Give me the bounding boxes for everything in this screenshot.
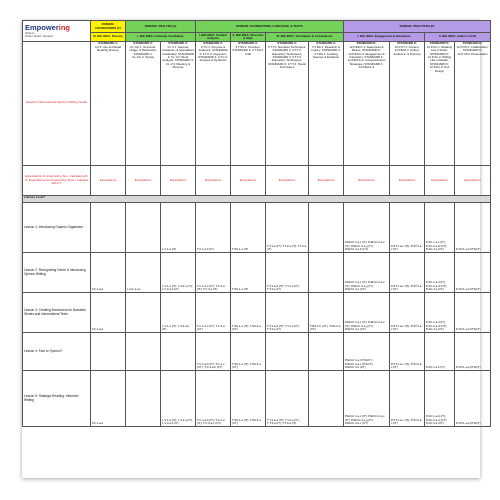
- expectations-cell: Expectations: [196, 165, 231, 195]
- standard-cell: STANDARD K: 12.P.AC.1: Reading Like a Writer; STANDARD K: 12.P.AC.2: Writing Like a Reader; STANDARD K: 12.P.AC.3: Text Design: [425, 41, 455, 165]
- standards-table: [22, 20, 491, 427]
- expectations-cell: Expectations: [309, 165, 344, 195]
- big-idea-fluency: IV. BIG IDEA: Fluency: [91, 33, 126, 42]
- table-cell: T.SS.1.a (IT): [231, 252, 266, 292]
- table-cell: T.C.1.a,b (IT); T.C.3.a (CT): [196, 292, 231, 332]
- table-cell: P.ST.1.a-c (IT); P.ST.2.a-c (IT): [390, 202, 425, 252]
- table-cell: P.ST.1.a-c (IT); P.ST.2.a-c (IT): [390, 370, 425, 426]
- standard-cell: STANDARD 3: 3.L.GC.1: Grammar, Usage, & Mechanics; STANDARD 3: 3.L.GC.2: Syntax: [126, 41, 161, 165]
- table-cell: F.F.1.a-d: [91, 292, 126, 332]
- expectations-cell: Expectations: [390, 165, 425, 195]
- expectations-cell: Expectations: [266, 165, 309, 195]
- table-cell: T.SS.1.a (IT); T.SS.2.a (CT): [231, 332, 266, 370]
- table-cell: T.T.1.a-d (IT); T.T.2.a (IT); T.T.3.a (IT); T.T.4.a (IT): [266, 370, 309, 426]
- table-cell: L.V.1.a (IT): [161, 202, 196, 252]
- table-cell: [91, 202, 126, 252]
- table-cell: P.ST.1.a-c (IT); P.ST.2.a-c (IT): [390, 252, 425, 292]
- table-cell: T.RA.1.b (CT); T.RA.2.a (CT): [309, 292, 344, 332]
- table-cell: T.T.1.a-d (IT); T.T.2.a (IT); T.T.3.a (IT): [266, 292, 309, 332]
- standard-cell: STANDARD K: 12.P.CT.1: Context; 12.P.EST.2: Author, Audience, & Purpose: [390, 41, 425, 165]
- domain-fll: DOMAIN: FOUNDATIONS, LANGUAGE, & TEXTS: [196, 21, 344, 33]
- standard-cell: STANDARD 3: 3.T.SS.1: Structure; STANDARD 3: 3.T.SS.2: Craft: [231, 41, 266, 165]
- standard-cell: STANDARD 3: 3.T.RA.1: Research & Inquiry; STANDARD 3: 3.T.RA.2: Locating Sources & Evidence: [309, 41, 344, 165]
- table-cell: P.CP.1.a-d (IT&CT): [455, 370, 491, 426]
- domain-analyze: DOMAIN: ANALYZE (A): [126, 21, 196, 33]
- table-cell: [309, 252, 344, 292]
- table-cell: P.ST.1.a-c (IT); P.ST.2.a-c (IT): [390, 292, 425, 332]
- table-cell: P.EICC.1.a,c (IT); P.EICC.2.a,c (IT); P.EICC.3.a,g (IT); P.EICC.4.a (CT): [344, 252, 390, 292]
- table-cell: T.T.1.a-d (IT); T.T.2.a (IT); T.T.3.a (IT): [266, 252, 309, 292]
- table-cell: T.C.1.a,b (IT); T.C.2.a (IT); T.C.3.a,c (CT): [196, 370, 231, 426]
- expectations-label: Expectations for Interpreting Text - indicated with IT; Expectations for Constructing Texts - indicated with CT: [23, 165, 91, 195]
- table-cell: P.ST.1.a-c (IT); P.ST.2.a-c (IT): [390, 332, 425, 370]
- big-idea-content: I. BIG IDEA: Content Analysis: [196, 33, 231, 42]
- table-row: [23, 370, 491, 426]
- document-page: [22, 20, 489, 478]
- table-cell: L.V.1.a (IT); L.V.2.a (IT); L.V.3.a,b (IT): [161, 252, 196, 292]
- table-cell: T.T.1.a (IT); T.T.2.a (IT); T.T.3.a (IT): [266, 202, 309, 252]
- table-cell: P.CP.1.a-d (IT&CT): [455, 292, 491, 332]
- lesson-label: Lesson 4: Fact or Opinion?: [23, 332, 91, 370]
- table-cell: P.EICC.1.a,c (IT); P.EICC.2.a,c (IT); P.EICC.3.a,g (IT); P.EICC.4.a,b (CT): [344, 202, 390, 252]
- table-cell: P.AC.1.a,d (IT); P.AC.2.a-d (CT); P.AC.3.a (CT): [425, 292, 455, 332]
- lesson-label: Lesson 3: Creating Booklovers for Narrative Stories and Informational Texts: [23, 292, 91, 332]
- table-cell: F.F.1.a-d: [91, 252, 126, 292]
- table-row: [23, 252, 491, 292]
- table-cell: F.F.1.a-d: [91, 370, 126, 426]
- big-idea-grammar: I. BIG IDEA: Grammar Vocabulary: [126, 33, 196, 42]
- table-cell: [309, 370, 344, 426]
- expectations-cell: Expectations: [344, 165, 390, 195]
- table-cell: P.AC.1.a-d (IT); P.AC.2.a-d (CT); P.AC.3.a (CT): [425, 370, 455, 426]
- expectations-cell: Expectations: [161, 165, 196, 195]
- standard-cell: STANDARD 3: 3.T.T.1: Narrative Techniques; STANDARD 3: 3.T.T.2: Expository Techniques; STANDARD 3: 3.T.T.3: Expository Techniques; STANDARD 3: 3.T.T.4: Poetic Techniques: [266, 41, 309, 165]
- lesson-label: Lesson 5: Strategic Reading: Informed Writing: [23, 370, 91, 426]
- table-cell: T.C.1.a,b (IT); T.C.1.c (CT); T.C.2.a,b (CT): [196, 332, 231, 370]
- table-cell: L.GC.1.a,c: [126, 252, 161, 292]
- table-cell: [309, 202, 344, 252]
- table-row: [23, 202, 491, 252]
- standard-cell: STANDARD 4: 4.F.3: Use and Read Reading Fluency: [91, 41, 126, 165]
- logo: Empowering Writers Writer Road, Student: [23, 21, 91, 42]
- table-cell: [126, 370, 161, 426]
- lesson-label: Lesson 1: Introducing Graphic Organizers: [23, 202, 91, 252]
- standard-cell: STANDARD 3: 3.T.C.1: Purpose & Audience; STANDARD 3: 3.T.C.2: Argument; STANDARD 3: 3.T.C.3: Analysis & Synthesis: [196, 41, 231, 165]
- expectations-cell: Expectations: [425, 165, 455, 195]
- table-cell: P.EICC.1.a,c (IT); P.EICC.2.a,c (IT); P.EICC.3.a,g (IT); P.EICC.4.a,c (CT): [344, 370, 390, 426]
- table-cell: [91, 332, 126, 370]
- table-cell: P.CP.1.a-d (IT&CT): [455, 252, 491, 292]
- table-cell: P.AC.1.a,d (IT); P.AC.2.a-d (CT); P.AC.3.a (CT): [425, 252, 455, 292]
- table-row: [23, 292, 491, 332]
- big-idea-engagement: I. BIG IDEA: Engagement & Interaction: [344, 33, 425, 42]
- table-cell: P.EICC.1.a,c (IT); P.EICC.2.a,c (IT); P.EICC.3.a,g (IT); P.EICC.4.a (CT): [344, 292, 390, 332]
- table-cell: [126, 332, 161, 370]
- domain-practices: DOMAIN: PRACTICES (P): [344, 21, 491, 33]
- expectations-cell: Expectations: [231, 165, 266, 195]
- guide-title: Grade 2 Informational Opinion Writing Guide: [23, 41, 91, 165]
- table-cell: P.EICC.1.a,f (IT&CT); P.EICC.2.a,c (IT&CT); P.EICC.3.d (CT): [344, 332, 390, 370]
- table-cell: [126, 202, 161, 252]
- literacy-level-row: Literacy Level?: [23, 195, 491, 202]
- domain-foundations: DOMAIN: FOUNDATIONS (F): [91, 21, 126, 33]
- table-cell: [161, 332, 196, 370]
- big-idea-techniques: III. BIG IDEA: Techniques & Conventions: [266, 33, 344, 42]
- expectations-cell: Expectations: [126, 165, 161, 195]
- expectations-cell: Expectations: [455, 165, 491, 195]
- table-cell: L.V.1.a (IT); L.V.2.a (IT); L.V.3.a,b (IT): [161, 370, 196, 426]
- big-idea-craft: II. BIG IDEA: Author's Craft: [425, 33, 491, 42]
- standard-cell: STANDARD K: 12.P.EICC.1: Awareness & Motive; STANDARD K: 12.P.EICC.2: Engagement & Interaction; STANDARD K: 12.P.EICC.3: Comprehension Strategies; STANDARD K: 12.P.EICC.4: [344, 41, 390, 165]
- expectations-cell: Expectations: [91, 165, 126, 195]
- table-cell: L.V.1.a (IT); L.V.3.a,b (IT): [161, 292, 196, 332]
- table-cell: [266, 332, 309, 370]
- table-cell: T.SS.1.a (IT): [231, 202, 266, 252]
- table-cell: T.C.1.a,b (IT): [196, 202, 231, 252]
- table-cell: P.AC.1.a,c (IT); P.AC.2.a-d (CT); P.AC.3.a (CT): [425, 202, 455, 252]
- table-cell: T.C.1.a,b (IT); T.C.2.a (IT); T.C.3.a (IT): [196, 252, 231, 292]
- table-cell: P.CP.1.a-d (IT&CT): [455, 332, 491, 370]
- standard-cell: STANDARD K: 12.P.CP.1: Collaboration; STANDARD K: 12.P.CP.2: Presentation: [455, 41, 491, 165]
- table-cell: [126, 292, 161, 332]
- table-cell: T.SS.1.a (IT); T.SS.2.a (CT): [231, 370, 266, 426]
- big-idea-structure: II. BIG IDEA: Structure & Style: [231, 33, 266, 42]
- table-row: [23, 332, 491, 370]
- table-cell: P.CP.1.a-d (IT&CT): [455, 202, 491, 252]
- standard-cell: STANDARD 3: 3.L.V.1: General, Academic, & Specialized Vocabulary; STANDARD 3: 3.L.V.2: Word Analysis; STANDARD 3: 3.L.V.3: Meaning & Purpose: [161, 41, 196, 165]
- lesson-label: Lesson 2: Recognizing Genre & Introducing Opinion Writing: [23, 252, 91, 292]
- table-cell: P.AC.1.a,b (IT): [425, 332, 455, 370]
- table-cell: [309, 332, 344, 370]
- table-cell: T.SS.1.a (IT); T.SS.2.a (CT): [231, 292, 266, 332]
